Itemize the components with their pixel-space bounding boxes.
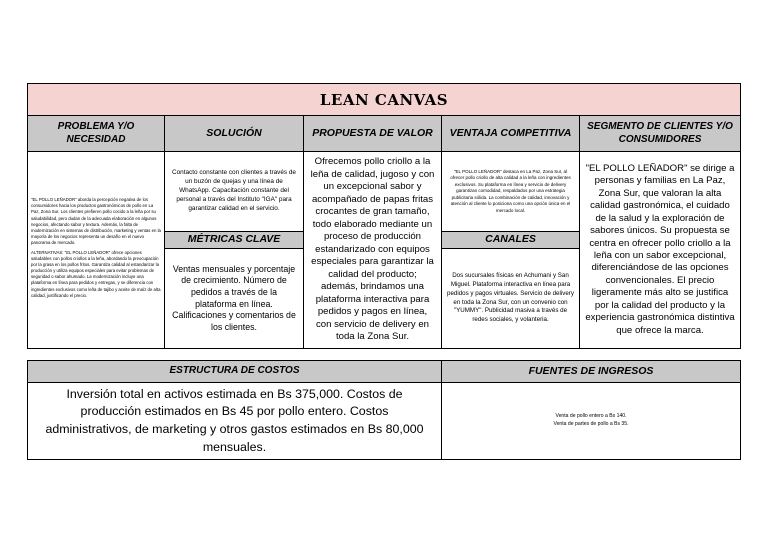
segmento-text: "EL POLLO LEÑADOR" se dirige a personas y familias en La Paz, Zona Sur, que valoran la alta calidad gastronómica, el cuidado de la salud y la exploración de sabores únicos. Su propuesta se centra en ofrecer pollo criollo a la leña con un sabor excepcional, diferenciándose de las opciones convencionales. El precio ligeramente más alto se justifica por la calidad del producto y la experiencia gastronómica distintiva que ofrece la marca. bbox=[585, 162, 735, 336]
metricas-text: Ventas mensuales y porcentaje de crecimiento. Número de pedidos a través de la plataforma en línea. Calificaciones y comentarios de los clientes. bbox=[172, 263, 296, 332]
problema-text: "EL POLLO LEÑADOR" aborda la percepción negativa de los consumidores hacia los productos gastronómicos de pollo en La Paz, Zona Sur. Los clientes prefieren pollo cocido a la leña por su saludabilidad, pero dudan de la adecuada elaboración en algunos negocios, afectando sabor y textura. Además, la falta de modernización en sistemas de distribución, marketing y ventas en la mayoría de los negocios representa un desafío en el nuevo panorama de mercado. bbox=[31, 197, 161, 245]
lean-canvas bbox=[27, 83, 741, 460]
header-segmento bbox=[579, 115, 741, 152]
problema-body bbox=[27, 151, 165, 349]
header-solucion bbox=[164, 115, 304, 152]
canvas-title-text: LEAN CANVAS bbox=[319, 90, 449, 109]
ingresos-line-2: Venta de partes de pollo a Bs 35. bbox=[553, 421, 629, 427]
ingresos-line-1: Venta de pollo entero a Bs 140. bbox=[555, 413, 627, 420]
ventaja-body bbox=[441, 151, 580, 232]
header-metricas-text: MÉTRICAS CLAVE bbox=[187, 233, 281, 246]
header-segmento-text: SEGMENTO DE CLIENTES Y/O CONSUMIDORES bbox=[587, 121, 733, 145]
costos-text: Inversión total en activos estimada en Bs 375,000. Costos de producción estimados en Bs 45 por pollo entero. Costos administrativos, de marketing y otros gastos estimados en Bs 80,000 mensuales. bbox=[45, 386, 424, 454]
solucion-body bbox=[164, 151, 304, 232]
propuesta-body bbox=[303, 151, 442, 349]
header-ingresos bbox=[441, 360, 741, 383]
header-ingresos-text: FUENTES DE INGRESOS bbox=[528, 364, 654, 377]
solucion-text: Contacto constante con clientes a través de un buzón de quejas y una línea de WhatsApp. Capacitación constante del personal a través del Instituto "IGA" para garantizar calidad en el servicio. bbox=[172, 169, 296, 212]
costos-body bbox=[27, 382, 442, 460]
metricas-body bbox=[164, 248, 304, 349]
alternativas-text: ALTERNATIVAS: "EL POLLO LEÑADOR" ofrece opciones saludables con pollos criollos a la leña, abordando la preocupación por la grasa en los pollos fritos. Garantiza calidad al estandarizar la producción y utiliza equipos especiales para evitar problemas de seguridad o sabor ahumado. La modernización incluye una plataforma en línea para pedidos y entregas, y se diferencia con ingredientes exclusivos como leña de tajibo y aceite de maíz de alta calidad, justificando el precio. bbox=[31, 250, 161, 298]
header-costos-text: ESTRUCTURA DE COSTOS bbox=[169, 365, 300, 377]
ventaja-text: "EL POLLO LEÑADOR" destaca en La Paz, Zona Sur, al ofrecer pollo criollo de alta calidad a la leña con ingredientes exclusivos. Su plataforma en línea y servicio de delivery garantizan comodidad, respaldados por una estrategia publicitaria sólida. La combinación de calidad, innovación y atención al cliente lo posiciona como una opción única en el mercado local. bbox=[450, 168, 571, 213]
propuesta-text: Ofrecemos pollo criollo a la leña de calidad, jugoso y con un excepcional sabor y acompañado de papas fritas crocantes de gran tamaño, todo elaborado mediante un proceso de producción estandarizado con equipos especiales para garantizar la calidad del producto; además, brindamos una plataforma interactiva para pedidos y pagos en línea, con servicio de delivery en toda la Zona Sur. bbox=[310, 156, 435, 343]
header-ventaja bbox=[441, 115, 580, 152]
header-costos bbox=[27, 360, 442, 383]
canales-body bbox=[441, 248, 580, 349]
segmento-body bbox=[579, 151, 741, 349]
header-canales bbox=[441, 231, 580, 249]
header-canales-text: CANALES bbox=[485, 233, 536, 246]
header-solucion-text: SOLUCIÓN bbox=[206, 126, 262, 139]
canales-text: Dos sucursales físicas en Achumani y San Miguel. Plataforma interactiva en línea para pedidos y pagos virtuales. Servicio de delivery en toda la Zona Sur, con un convenio con "YUMMY". Publicidad masiva a través de redes sociales, y volanteria. bbox=[447, 271, 574, 324]
header-metricas bbox=[164, 231, 304, 249]
header-propuesta-text: PROPUESTA DE VALOR bbox=[312, 126, 433, 139]
header-ventaja-text: VENTAJA COMPETITIVA bbox=[449, 126, 572, 139]
header-propuesta bbox=[303, 115, 442, 152]
header-problema bbox=[27, 115, 165, 152]
ingresos-body bbox=[441, 382, 741, 460]
canvas-title bbox=[27, 83, 741, 116]
header-problema-text: PROBLEMA Y/O NECESIDAD bbox=[57, 121, 135, 145]
